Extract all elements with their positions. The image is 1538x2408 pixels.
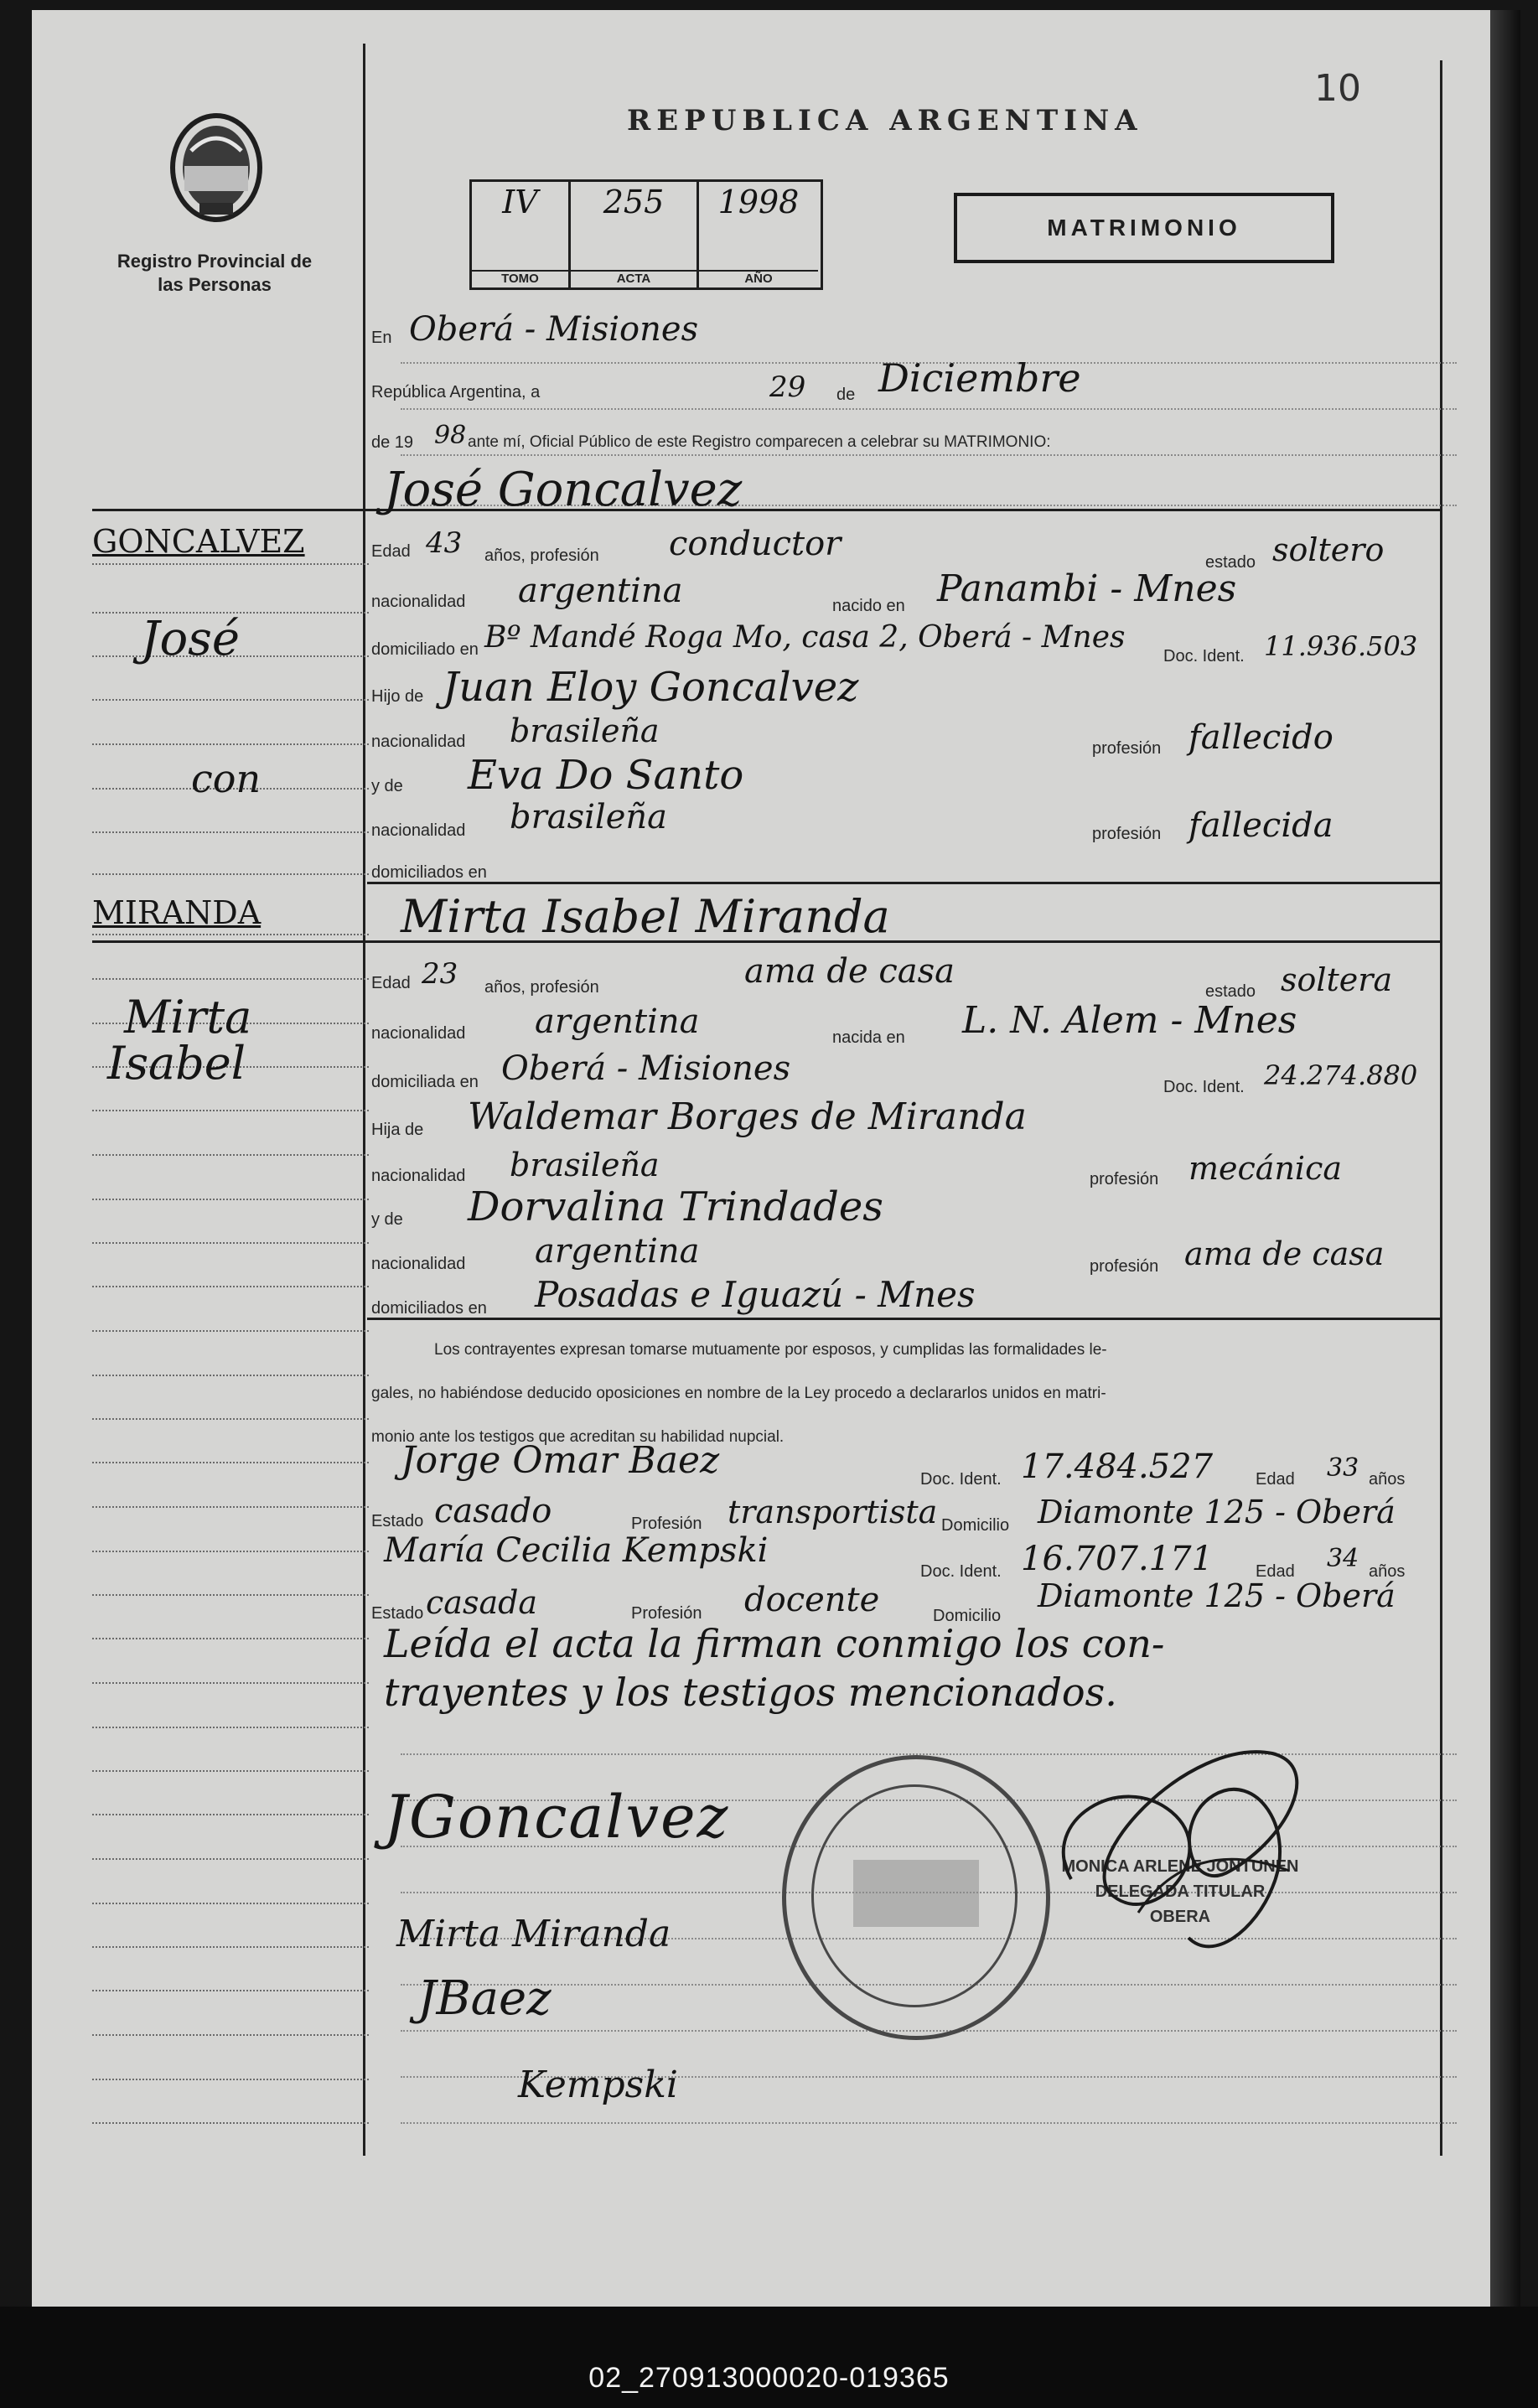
bride-doc: 24.274.880 [1264,1059,1418,1091]
groom-padre-prof-label: profesión [1092,739,1162,758]
margin-groom-surname: GONCALVEZ [92,523,305,560]
bride-padre-profesion: mecánica [1188,1150,1343,1187]
margin-groom-given: José [141,612,241,666]
groom-madre-nac-label: nacionalidad [371,821,466,840]
margin-bride-given-2: Isabel [107,1037,246,1090]
tomo-label: TOMO [472,270,568,286]
groom-padre-nac-label: nacionalidad [371,733,466,751]
record-type-box: MATRIMONIO [954,193,1334,263]
groom-section-divider [92,509,1442,511]
bride-madre-prof-label: profesión [1090,1257,1159,1276]
month: Diciembre [878,355,1081,401]
bride-madre-nacionalidad: argentina [535,1232,700,1271]
groom-estado-label: estado [1205,553,1256,572]
witness-2-domicilio-label: Domicilio [933,1607,1002,1625]
groom-madre: Eva Do Santo [468,752,744,799]
left-frame-line [363,44,365,2156]
bride-estado: soltera [1281,961,1393,998]
bride-padre-nacionalidad: brasileña [510,1147,660,1183]
witness-1-edad: 33 [1327,1453,1359,1483]
stamp-line-2: DELEGADA TITULAR [1095,1882,1266,1901]
ano-value: 1998 [717,184,800,220]
groom-padre-nacionalidad: brasileña [510,712,660,749]
acta-value: 255 [603,184,665,220]
acta-label: ACTA [571,270,697,286]
groom-edad: 43 [426,526,463,560]
stamp-line-1: MONICA ARLENE JONTUNEN [1061,1857,1299,1876]
bride-edad: 23 [422,957,458,991]
witness-1-edad-label: Edad [1256,1470,1295,1489]
groom-madre-prof-label: profesión [1092,825,1162,843]
groom-padre-profesion: fallecido [1188,718,1333,757]
witness-2-anos-label: años [1369,1562,1406,1581]
groom-madre-profesion: fallecida [1188,806,1333,845]
place: Oberá - Misiones [409,310,699,349]
bride-domicilio: Oberá - Misiones [501,1049,791,1088]
bride-hija-label: Hija de [371,1121,424,1139]
bride-padre: Waldemar Borges de Miranda [468,1095,1027,1138]
bride-padre-prof-label: profesión [1090,1170,1159,1188]
declaration-line-2: gales, no habiéndose deducido oposiciones en nombre de la Ley procedo a declararlos unidos en matri- [371,1385,1106,1402]
groom-profesion: conductor [669,525,841,563]
closing-line-2: trayentes y los testigos mencionados. [384,1670,1117,1715]
bride-profesion: ama de casa [744,952,955,991]
groom-profesion-label: años, profesión [484,546,599,565]
groom-domiciliado-label: domiciliado en [371,640,479,659]
witness-1-name: Jorge Omar Baez [401,1439,720,1482]
groom-doc-label: Doc. Ident. [1163,647,1245,665]
witness-2-doc-label: Doc. Ident. [920,1562,1002,1581]
bride-domiciliados-label: domiciliados en [371,1299,487,1318]
tomo-value: IV [502,184,538,220]
groom-nacionalidad: argentina [518,572,683,610]
witness-2-profesion-label: Profesión [631,1604,702,1623]
bride-section-end-line [367,1318,1442,1320]
bride-madre-nac-label: nacionalidad [371,1255,466,1273]
right-frame-line [1440,60,1442,2156]
stamp-line-3: OBERA [1149,1908,1211,1926]
year-prefix: de 19 [371,433,414,452]
margin-bride-given-1: Mirta [124,991,252,1043]
country-title: REPUBLICA ARGENTINA [627,104,1143,137]
witness-2-name: María Cecilia Kempski [384,1531,769,1570]
groom-madre-nacionalidad: brasileña [510,798,667,836]
witness-2-domicilio: Diamonte 125 - Oberá [1038,1577,1396,1614]
witness-2-signature: Kempski [518,2064,678,2106]
groom-domicilio: Bº Mandé Roga Mo, casa 2, Oberá - Mnes [484,620,1126,655]
republica-label: República Argentina, a [371,383,541,401]
en-label: En [371,329,392,347]
bride-doc-label: Doc. Ident. [1163,1078,1245,1096]
margin-bride-surname: MIRANDA [92,894,262,931]
ante-text: ante mí, Oficial Público de este Registro comparecen a celebrar su MATRIMONIO: [468,433,1051,451]
bride-madre: Dorvalina Trindades [468,1183,883,1230]
closing-line-1: Leída el acta la firman conmigo los con- [384,1621,1165,1666]
bride-domiciliados: Posadas e Iguazú - Mnes [535,1274,976,1315]
tomo-cell [472,182,571,287]
de-label: de [836,386,856,404]
groom-nacido-label: nacido en [832,597,905,615]
bride-madre-profesion: ama de casa [1184,1235,1385,1272]
coat-of-arms-emblem [166,109,267,226]
groom-estado: soltero [1272,531,1385,568]
groom-padre: Juan Eloy Goncalvez [443,664,859,711]
bride-nacionalidad: argentina [535,1002,700,1041]
bride-nacida-label: nacida en [832,1028,905,1047]
bride-domiciliada-label: domiciliada en [371,1073,479,1091]
groom-signature: JGoncalvez [384,1783,730,1851]
year-suffix: 98 [434,421,467,450]
margin-con: con [191,756,262,801]
groom-nac-label: nacionalidad [371,593,466,611]
groom-domiciliados-label: domiciliados en [371,863,487,882]
witness-2-edad-label: Edad [1256,1562,1295,1581]
register-page [32,10,1490,2307]
registry-label: Registro Provincial de las Personas [117,251,313,295]
witness-1-domicilio: Diamonte 125 - Oberá [1038,1494,1396,1530]
witness-2-profesion: docente [744,1581,880,1619]
witness-2-doc: 16.707.171 [1021,1540,1214,1578]
witness-1-profesion: transportista [728,1494,938,1530]
official-round-seal [782,1755,1050,2040]
bride-y-de-label: y de [371,1210,403,1229]
bride-edad-label: Edad [371,974,411,992]
bride-signature: Mirta Miranda [396,1913,671,1955]
declaration-line-3: monio ante los testigos que acreditan su habilidad nupcial. [371,1428,785,1446]
witness-1-doc-label: Doc. Ident. [920,1470,1002,1489]
bride-estado-label: estado [1205,982,1256,1001]
groom-doc: 11.936.503 [1264,630,1418,662]
bride-nacida-en: L. N. Alem - Mnes [962,999,1297,1042]
ano-label: AÑO [699,270,818,286]
day: 29 [769,370,806,404]
groom-edad-label: Edad [371,542,411,561]
groom-full-name: José Goncalvez [384,463,743,517]
bride-profesion-label: años, profesión [484,978,599,997]
witness-1-doc: 17.484.527 [1021,1447,1214,1486]
ano-cell [699,182,818,287]
officiant-signature [1021,1720,1339,1971]
binding-spine [1490,10,1520,2332]
volume-box [469,179,823,290]
acta-cell [571,182,699,287]
witness-1-signature: JBaez [417,1971,552,2026]
witness-2-estado: casada [426,1584,538,1621]
witness-2-estado-label: Estado [371,1604,424,1623]
bride-nac-label: nacionalidad [371,1024,466,1043]
groom-y-de-label: y de [371,777,403,795]
groom-nacido-en: Panambi - Mnes [937,567,1237,610]
witness-1-estado-label: Estado [371,1512,424,1530]
groom-hijo-label: Hijo de [371,687,424,706]
image-caption: 02_270913000020-019365 [588,2362,950,2394]
bride-padre-nac-label: nacionalidad [371,1167,466,1185]
witness-1-estado: casado [434,1492,552,1530]
page-number: 10 [1314,67,1361,110]
groom-domicile-line [367,882,1442,884]
declaration-line-1: Los contrayentes expresan tomarse mutuamente por esposos, y cumplidas las formalidades le- [434,1341,1107,1359]
witness-1-domicilio-label: Domicilio [941,1516,1010,1535]
witness-2-edad: 34 [1327,1544,1359,1573]
witness-1-profesion-label: Profesión [631,1515,702,1533]
bride-full-name: Mirta Isabel Miranda [401,890,890,943]
witness-1-anos-label: años [1369,1470,1406,1489]
